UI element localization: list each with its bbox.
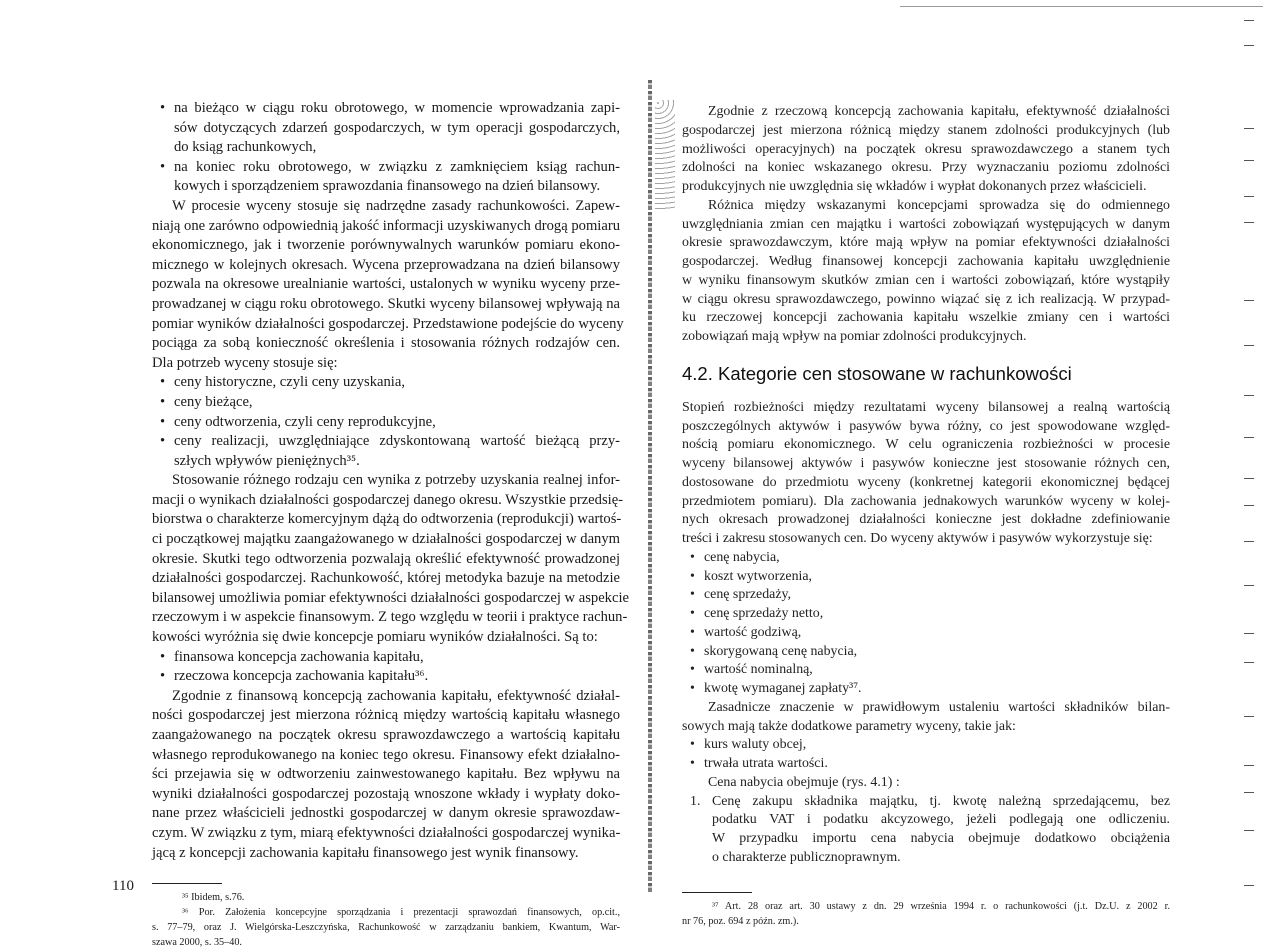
scan-edge-mark xyxy=(1244,662,1254,663)
text-line: pociąga za sobą konieczność określenia i stosowania różnych rodzajów cen. xyxy=(152,335,620,352)
text-line: • wartość godziwą, xyxy=(682,624,1170,643)
text-line: gospodarczej. Według finansowej koncepcji zachowania kapitału uwzględnienie xyxy=(682,254,1170,269)
text-line: wyceny bilansowej aktywów i pasywów konieczne jest stosowanie różnych cen, xyxy=(682,456,1170,471)
text-line: dostosowane do przedmiotu wyceny (konkretnej kategorii ekonomicznej będącej xyxy=(682,474,1170,490)
item-number: 1. xyxy=(690,793,701,809)
right-body-bottom xyxy=(682,399,1170,868)
text-line: nane przez właścicieli jednostki gospodarczej w danym okresie sprawozdaw- xyxy=(152,805,620,822)
text-line: o charakterze publicznoprawnym. xyxy=(712,849,901,865)
text-line: szłych wpływów pieniężnych³⁵. xyxy=(174,452,360,469)
text-line: kowości wyróżnia się dwie koncepcje pomiaru wyników działalności. Są to: xyxy=(152,629,598,646)
text-line: zaangażowanego na początek okresu sprawozdawczego a wartością kapitału xyxy=(152,727,620,743)
scan-edge-mark xyxy=(1244,585,1254,586)
text-line: • finansowa koncepcja zachowania kapitału, xyxy=(152,648,620,668)
text-line: W przypadku importu cena nabycia obejmuje dodatkowo obciążenia xyxy=(712,831,1170,846)
text-line: okresie sprawozdawczym, które mają wpływ na pomiar efektywności działalności xyxy=(682,235,1170,251)
footnote xyxy=(152,905,620,950)
text-line: niają one zarówno odpowiednią jakość informacji uzyskiwanych drogą pomiaru xyxy=(152,217,620,234)
text-line: zobowiązań mają wpływ na pomiar zdolności produkcyjnych. xyxy=(682,329,1027,344)
text-line: • ceny odtworzenia, czyli ceny reprodukcyjne, xyxy=(152,413,620,433)
list-item xyxy=(152,413,620,433)
text-line: biorstwa o charakterze komercyjnym dążą do odtworzenia (reprodukcji) wartoś- xyxy=(152,511,622,528)
text-line: • wartość nominalną, xyxy=(682,661,1170,680)
text-line: ekonomicznego, jak i tworzenie porównywalnych warunków pomiaru ekono- xyxy=(152,237,620,254)
text-line: • ceny bieżące, xyxy=(152,393,620,413)
scan-edge-mark xyxy=(1244,505,1254,506)
scan-edge-mark xyxy=(1244,395,1254,396)
text-line: działalności gospodarczej. Rachunkowość, której metodyka bazuje na metodzie xyxy=(152,570,620,587)
paragraph xyxy=(152,687,620,863)
scan-edge-mark xyxy=(1244,830,1254,831)
text-line: czym. W związku z tym, miarą efektywności działalności gospodarczej wynika- xyxy=(152,824,621,841)
scan-edge-mark xyxy=(1244,128,1254,129)
text-line: pozwala na okresowe urealnianie wartości, ustalonych w wyniku wyceny prze- xyxy=(152,276,620,293)
scan-edge-mark xyxy=(1244,541,1254,542)
list-item xyxy=(682,549,1170,568)
text-line: • cenę sprzedaży, xyxy=(682,586,1170,605)
text-line: W procesie wyceny stosuje się nadrzędne zasady rachunkowości. Zapew- xyxy=(172,197,620,214)
scan-edge-mark xyxy=(1244,716,1254,717)
footnote-rule xyxy=(682,892,752,893)
text-line: • trwała utrata wartości. xyxy=(682,755,1170,774)
text-line: • ceny realizacji, uwzględniające zdyskontowaną wartość bieżącą przy- xyxy=(152,432,620,452)
scan-edge-mark xyxy=(1244,45,1254,46)
text-line: ści przejawia się w odtworzeniu zainwestowanego kapitału. Bez wpływu na xyxy=(152,766,620,783)
text-line: • ceny historyczne, czyli ceny uzyskania, xyxy=(152,373,620,393)
text-line: Różnica między wskazanymi koncepcjami sprowadza się do odmiennego xyxy=(708,197,1170,213)
left-footnotes xyxy=(152,890,620,950)
text-line: ³⁷ Art. 28 oraz art. 30 ustawy z dn. 29 września 1994 r. o rachunkowości (j.t. Dz.U. z 2002 r. xyxy=(712,900,1170,912)
text-line: micznego w kolejnych okresach. Wycena przeprowadzana na dzień bilansowy xyxy=(152,256,620,273)
paragraph xyxy=(682,399,1170,549)
text-line: ³⁵ Ibidem, s.76. xyxy=(182,892,245,904)
list-item xyxy=(682,755,1170,774)
text-line: • na koniec roku obrotowego, w związku z zamknięciem ksiąg rachun- xyxy=(152,158,620,178)
scan-noise xyxy=(655,100,675,210)
list-item xyxy=(682,736,1170,755)
scan-edge-mark xyxy=(1244,160,1254,161)
text-line: nr 76, poz. 694 z późn. zm.). xyxy=(682,915,799,927)
scan-edge-mark xyxy=(1244,222,1254,223)
text-line: kowych i sporządzeniem sprawozdania finansowego na dzień bilansowy. xyxy=(174,178,601,195)
text-line: nych okresach prowadzonej działalności konieczne jest dokładne zdefiniowanie xyxy=(682,512,1170,528)
text-line: Stosowanie różnego rodzaju cen wynika z potrzeby uzyskania realnej infor- xyxy=(172,472,620,489)
text-line: sów dotyczących zdarzeń gospodarczych, w tym operacji gospodarczych, xyxy=(174,119,620,136)
left-body xyxy=(152,99,629,863)
text-line: • kurs waluty obcej, xyxy=(682,736,1170,755)
text-line: • cenę sprzedaży netto, xyxy=(682,605,1170,624)
text-line: przedmiotem pomiaru). Dla zachowania jednakowych warunków wyceny w kolej- xyxy=(682,493,1170,509)
text-line: podatku VAT i podatku akcyzowego, jeżeli podlegają one odliczeniu. xyxy=(712,812,1170,828)
scan-edge-mark xyxy=(1244,20,1254,21)
scan-edge-mark xyxy=(1244,437,1254,438)
text-line: Dla potrzeb wyceny stosuje się: xyxy=(152,354,338,371)
list-item xyxy=(682,568,1170,587)
section-heading: 4.2. Kategorie cen stosowane w rachunkowości xyxy=(682,362,1072,384)
text-line: do ksiąg rachunkowych, xyxy=(174,139,317,156)
text-line: • rzeczowa koncepcja zachowania kapitału³⁶. xyxy=(152,667,620,687)
list-item xyxy=(682,643,1170,662)
text-line: poszczególnych aktywów i pasywów bywa różny, co jest spowodowane względ- xyxy=(682,418,1170,434)
scan-edge-mark xyxy=(1244,765,1254,766)
scan-edge-mark xyxy=(1244,196,1254,197)
paragraph xyxy=(152,471,629,647)
text-line: jącą z koncepcji zachowania kapitału finansowego jest wynik finansowy. xyxy=(152,844,579,861)
paragraph xyxy=(682,774,1170,793)
right-page xyxy=(682,103,1170,929)
text-line: możliwości operacyjnych) na początek okresu sprawozdawczego a stanem tych xyxy=(682,141,1170,157)
numbered-item xyxy=(682,793,1170,868)
scan-edge-mark xyxy=(1244,792,1254,793)
paragraph xyxy=(152,197,624,373)
scan-edge-mark xyxy=(1244,345,1254,346)
right-footnotes xyxy=(682,899,1170,929)
list-item xyxy=(682,586,1170,605)
paragraph xyxy=(682,699,1170,737)
line-text: Cenę zakupu składnika majątku, tj. kwotę należną sprzedającemu, bez xyxy=(712,793,1170,809)
book-gutter xyxy=(648,80,652,893)
text-line: • koszt wytworzenia, xyxy=(682,568,1170,587)
text-line: gospodarczej jest mierzona różnicą między stanem zdolności produkcyjnych (lub xyxy=(682,122,1170,138)
list-item xyxy=(152,393,620,413)
text-line: sowych mają także dodatkowe parametry wyceny, takie jak: xyxy=(682,718,1016,734)
text-line: ci początkowej majątku zaangażowanego w działalności gospodarczej w danym xyxy=(152,531,620,548)
paragraph xyxy=(682,103,1170,197)
text-line: ku rzeczowej koncepcji zachowania kapitału wszelkie zmiany cen i wartości xyxy=(682,310,1170,326)
text-line: szawa 2000, s. 35–40. xyxy=(152,937,242,949)
footnote-rule xyxy=(152,883,222,884)
scan-edge-mark xyxy=(1244,300,1254,301)
text-line: wyniki działalności gospodarczej pozostają wnoszone wkłady i wypłaty doko- xyxy=(152,785,620,802)
list-item xyxy=(682,605,1170,624)
text-line: produkcyjnych nie uwzględnia się wkładów i wypłat dokonanych przez właścicieli. xyxy=(682,179,1147,194)
text-line: Cena nabycia obejmuje (rys. 4.1) : xyxy=(708,774,900,790)
footnote xyxy=(152,890,620,905)
text-line: • kwotę wymaganej zapłaty³⁷. xyxy=(682,680,1170,699)
text-line: Zgodnie z finansową koncepcją zachowania kapitału, efektywność działal- xyxy=(172,687,620,704)
text-line xyxy=(682,793,1170,812)
list-item xyxy=(152,158,620,197)
scan-edge-mark xyxy=(1244,885,1254,886)
text-line: Zasadnicze znaczenie w prawidłowym ustaleniu wartości składników bilan- xyxy=(708,699,1170,715)
scan-edge-mark xyxy=(1244,478,1254,479)
text-line: s. 77–79, oraz J. Wielgórska-Leszczyńska, Rachunkowość w zarządzaniu bankiem, Kwantum, War- xyxy=(152,922,620,934)
text-line: ³⁶ Por. Założenia koncepcyjne sporządzania i prezentacji sprawozdań finansowych, op.cit., xyxy=(182,907,620,919)
footnote xyxy=(682,899,1170,929)
text-line: • na bieżąco w ciągu roku obrotowego, w momencie wprowadzania zapi- xyxy=(152,99,620,119)
text-line: nością pomiaru ekonomicznego. W celu ograniczenia rozbieżności w procesie xyxy=(682,437,1170,453)
list-item xyxy=(682,661,1170,680)
text-line: pomiar wyników działalności gospodarczej. Przedstawione podejście do wyceny xyxy=(152,315,624,332)
list-item xyxy=(152,667,620,687)
scan-edge-line xyxy=(900,6,1263,7)
list-item xyxy=(152,648,620,668)
text-line: zdolności na koniec wskazanego okresu. Przy wyznaczaniu poziomu zdolności xyxy=(682,160,1170,176)
right-body-top xyxy=(682,103,1170,347)
text-line: macji o wynikach działalności gospodarczej danego okresu. Wszystkie przedsię- xyxy=(152,491,624,508)
list-item xyxy=(682,624,1170,643)
text-line: Stopień rozbieżności między rezultatami wyceny bilansowej a realną wartością xyxy=(682,399,1170,415)
scan-edge-mark xyxy=(1244,633,1254,634)
text-line: • cenę nabycia, xyxy=(682,549,1170,568)
paragraph xyxy=(682,197,1170,347)
text-line: w wyniku finansowym skutków zmian cen i wartości zobowiązań, które wystąpiły xyxy=(682,272,1170,288)
text-line: treści i zakresu stosowanych cen. Do wyceny aktywów i pasywów wykorzystuje się: xyxy=(682,531,1153,546)
text-line: uwzględniania zmian cen majątku i wartości zobowiązań występujących w danym xyxy=(682,216,1170,232)
text-line: ności gospodarczej jest mierzona różnicą między wartością kapitału własnego xyxy=(152,707,620,724)
text-line: w ciągu okresu sprawozdawczego, powinno wiązać się z ich realizacją. W przypad- xyxy=(682,291,1170,307)
text-line: okresie. Skutki tego odtworzenia pozwalają określić efektywność prowadzonej xyxy=(152,550,620,567)
text-line: własnego reprodukowanego na koniec tego okresu. Finansowy efekt działalno- xyxy=(152,746,620,763)
list-item xyxy=(152,99,620,158)
list-item xyxy=(152,373,620,393)
list-item xyxy=(152,432,620,471)
text-line: prowadzanej w ciągu roku obrotowego. Skutki wyceny bilansowej wpływają na xyxy=(152,295,620,312)
left-page xyxy=(152,99,629,950)
text-line: bilansowej umożliwia pomiar efektywności działalności gospodarczej w aspekcie xyxy=(152,589,629,606)
text-line: • skorygowaną cenę nabycia, xyxy=(682,643,1170,662)
text-line: Zgodnie z rzeczową koncepcją zachowania kapitału, efektywność działalności xyxy=(708,104,1170,119)
list-item xyxy=(682,680,1170,699)
text-line: rzeczowym i w aspekcie finansowym. Z tego względu w teorii i praktyce rachun- xyxy=(152,609,628,626)
page-number: 110 xyxy=(112,878,134,894)
